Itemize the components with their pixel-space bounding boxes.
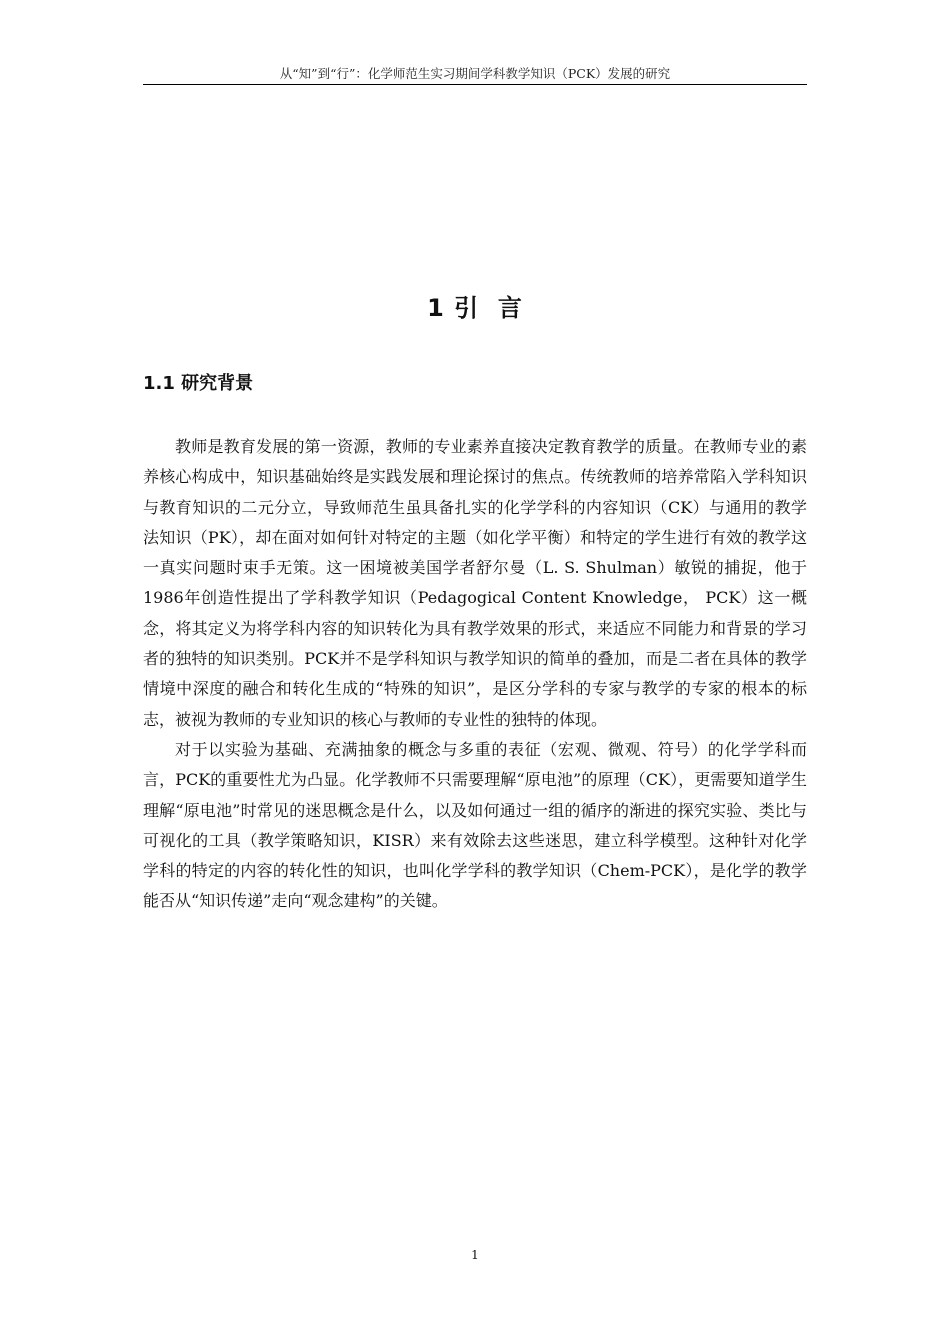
paragraph: 对于以实验为基础、充满抽象的概念与多重的表征（宏观、微观、符号）的化学学科而言，PCK的重要性尤为凸显。化学教师不只需要理解“原电池”的原理（CK），更需要知道学生理解“原电池”时常见的迷思概念是什么，以及如何通过一组的循序的渐进的探究实验、类比与可视化的工具（教学策略知识，KISR）来有效除去这些迷思，建立科学模型。这种针对化学学科的特定的内容的转化性的知识，也叫化学学科的教学知识（Chem-PCK），是化学的教学能否从“知识传递”走向“观念建构”的关键。 xyxy=(143,739,807,911)
page-number: 1 xyxy=(471,1248,479,1262)
paragraph: 教师是教育发展的第一资源，教师的专业素养直接决定教育教学的质量。在教师专业的素养核心构成中，知识基础始终是实践发展和理论探讨的焦点。传统教师的培养常陷入学科知识与教育知识的二元分立，导致师范生虽具备扎实的化学学科的内容知识（CK）与通用的教学法知识（PK），却在面对如何针对特定的主题（如化学平衡）和特定的学生进行有效的教学这一真实问题时束手无策。这一困境被美国学者舒尔曼（L. S. Shulman）敏锐的捕捉，他于1986年创造性提出了学科教学知识（Pedagogical Content Knowledge， PCK）这一概念，将其定义为将学科内容的知识转化为具有教学效果的形式，来适应不同能力和背景的学习者的独特的知识类别。PCK并不是学科知识与教学知识的简单的叠加，而是二者在具体的教学情境中深度的融合和转化生成的“特殊的知识”，是区分学科的专家与教学的专家的根本的标志，被视为教师的专业知识的核心与教师的专业性的独特的体现。 xyxy=(143,437,807,729)
running-header: 从“知”到“行”：化学师范生实习期间学科教学知识（PCK）发展的研究 xyxy=(279,66,671,81)
section-heading: 1.1 研究背景 xyxy=(143,373,254,394)
header-rule xyxy=(143,84,807,85)
body-text xyxy=(143,432,807,917)
chapter-title: 1 引 言 xyxy=(427,294,523,322)
